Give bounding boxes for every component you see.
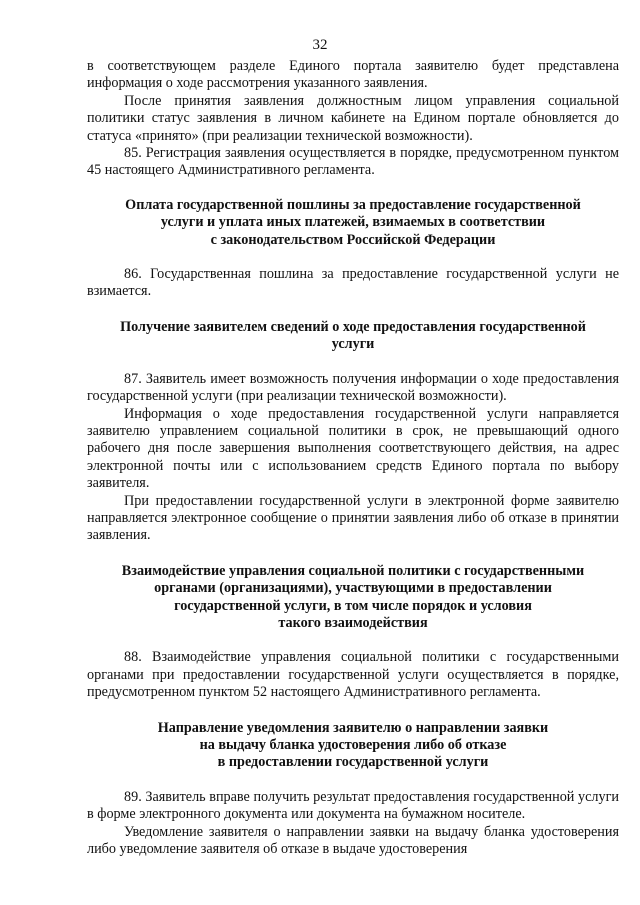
heading-line: такого взаимодействия bbox=[278, 614, 428, 631]
paragraph-87: 87. Заявитель имеет возможность получения информации о ходе предоставления государственной услуги (при реализации технической возможности). bbox=[87, 370, 619, 405]
paragraph-electronic-message: При предоставлении государственной услуги в электронной форме заявителю направляется электронное сообщение о принятии заявления либо об отказе в принятии заявления. bbox=[87, 492, 619, 544]
heading-line: Оплата государственной пошлины за предоставление государственной bbox=[125, 196, 581, 213]
heading-notification bbox=[87, 720, 619, 772]
paragraph-88: 88. Взаимодействие управления социальной политики с государственными органами при предоставлении государственной услуги осуществляется в порядке, предусмотренном пунктом 52 настоящего Административного регламента. bbox=[87, 649, 619, 701]
heading-line: в предоставлении государственной услуги bbox=[217, 754, 489, 771]
paragraph-86: 86. Государственная пошлина за предоставление государственной услуги не взимается. bbox=[87, 266, 619, 300]
paragraph-portal-info: в соответствующем разделе Единого портала заявителю будет представлена информация о ходе рассмотрения указанного заявления. bbox=[87, 58, 619, 92]
heading-interaction bbox=[87, 563, 619, 633]
page-number: 32 bbox=[312, 37, 328, 53]
paragraph-89: 89. Заявитель вправе получить результат предоставления государственной услуги в форме электронного документа или документа на бумажном носителе. bbox=[87, 788, 619, 823]
heading-line: услуги и уплата иных платежей, взимаемых в соответствии bbox=[160, 214, 546, 231]
heading-line: Получение заявителем сведений о ходе предоставления государственной bbox=[120, 318, 586, 335]
heading-line: с законодательством Российской Федерации bbox=[210, 231, 496, 248]
heading-line: Направление уведомления заявителю о направлении заявки bbox=[157, 719, 549, 736]
heading-line: Взаимодействие управления социальной политики с государственными bbox=[121, 562, 585, 579]
paragraph-status-update: После принятия заявления должностным лицом управления социальной политики статус заявления в личном кабинете на Едином портале обновляется до статуса «принято» (при реализации технической возможности). bbox=[87, 92, 619, 144]
heading-line: на выдачу бланка удостоверения либо об отказе bbox=[199, 737, 507, 753]
heading-progress-info bbox=[87, 319, 619, 354]
heading-line: органами (организациями), участвующими в предоставлении bbox=[154, 580, 552, 597]
heading-line: услуги bbox=[331, 336, 375, 353]
paragraph-85: 85. Регистрация заявления осуществляется в порядке, предусмотренном пунктом 45 настоящего Административного регламента. bbox=[87, 145, 619, 179]
page-content bbox=[87, 58, 619, 858]
paragraph-notification-text: Уведомление заявителя о направлении заявки на выдачу бланка удостоверения либо уведомление заявителя об отказе в выдаче удостоверения bbox=[87, 823, 619, 858]
heading-state-fee bbox=[87, 197, 619, 249]
paragraph-progress-notice: Информация о ходе предоставления государственной услуги направляется заявителю управлением социальной политики в срок, не превышающий одного рабочего дня после завершения выполнения соответствующего действия, на адрес электронной почты или с использованием средств Единого портала по выбору заявителя. bbox=[87, 405, 619, 492]
heading-line: государственной услуги, в том числе порядок и условия bbox=[174, 597, 532, 614]
